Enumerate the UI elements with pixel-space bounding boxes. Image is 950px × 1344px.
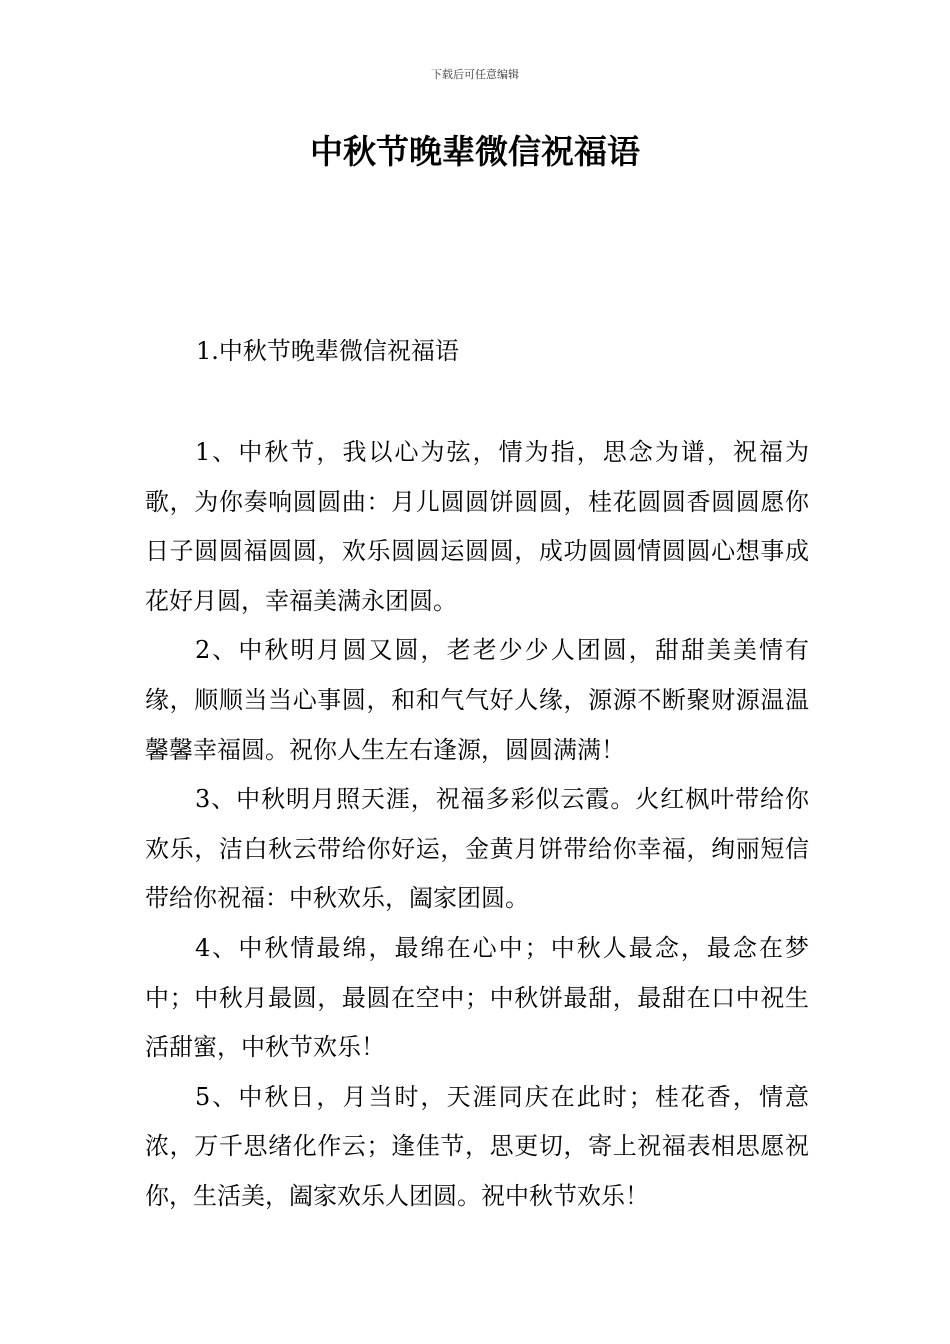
paragraph-5: 5、中秋日，月当时，天涯同庆在此时；桂花香，情意浓，万千思绪化作云；逢佳节，思更切，寄上祝福表相思愿祝你，生活美，阖家欢乐人团圆。祝中秋节欢乐！: [145, 1082, 809, 1210]
document-title: 中秋节晚辈微信祝福语: [310, 132, 640, 171]
paragraph-1: 1、中秋节，我以心为弦，情为指，思念为谱，祝福为歌，为你奏响圆圆曲：月儿圆圆饼圆圆，桂花圆圆香圆圆愿你日子圆圆福圆圆，欢乐圆圆运圆圆，成功圆圆情圆圆心想事成花好月圆，幸福美满永团圆。: [145, 438, 809, 615]
paragraph-2: 2、中秋明月圆又圆，老老少少人团圆，甜甜美美情有缘，顺顺当当心事圆，和和气气好人缘，源源不断聚财源温温馨馨幸福圆。祝你人生左右逢源，圆圆满满！: [145, 636, 809, 764]
paragraph-3: 3、中秋明月照天涯，祝福多彩似云霞。火红枫叶带给你欢乐，洁白秋云带给你好运，金黄月饼带给你幸福，绚丽短信带给你祝福：中秋欢乐，阖家团圆。: [145, 785, 809, 913]
document-body: [145, 428, 809, 1222]
header-note: 下载后可任意编辑: [431, 68, 519, 81]
paragraph-4: 4、中秋情最绵，最绵在心中；中秋人最念，最念在梦中；中秋月最圆，最圆在空中；中秋饼最甜，最甜在口中祝生活甜蜜，中秋节欢乐！: [145, 933, 809, 1062]
section-heading: 1.中秋节晚辈微信祝福语: [196, 337, 459, 365]
